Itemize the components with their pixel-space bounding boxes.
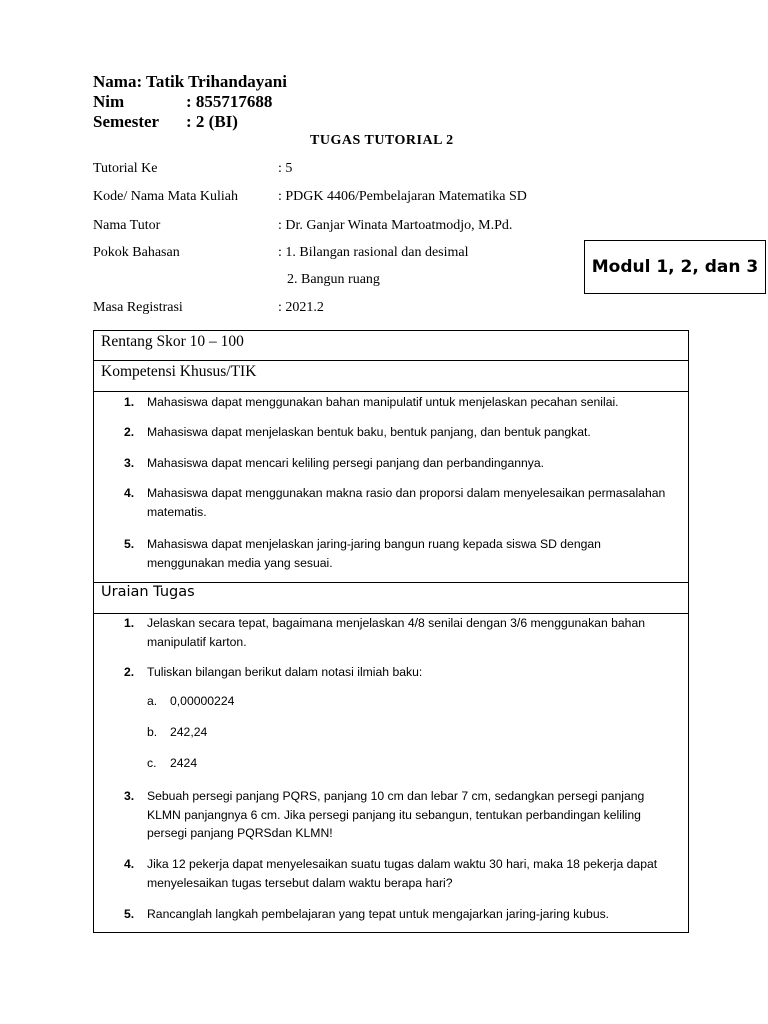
info-value-tutor: : Dr. Ganjar Winata Martoatmodjo, M.Pd.	[278, 218, 513, 233]
info-value-tutorial: : 5	[278, 161, 293, 176]
sub-item-letter: c.	[147, 756, 157, 770]
score-range: Rentang Skor 10 – 100	[101, 333, 244, 350]
item-number: 2.	[124, 665, 135, 679]
competency-item	[124, 484, 669, 521]
item-text: Mahasiswa dapat menjelaskan jaring-jaring bangun ruang kepada siswa SD dengan menggunakan media yang sesuai.	[147, 537, 601, 570]
semester-label: Semester	[93, 112, 160, 131]
info-label-topic: Pokok Bahasan	[93, 245, 180, 260]
nim-value: : 855717688	[186, 92, 273, 111]
modul-box-text: Modul 1, 2, dan 3	[591, 257, 759, 277]
item-number: 4.	[124, 486, 135, 500]
item-number: 1.	[124, 395, 135, 409]
table-divider	[94, 582, 688, 583]
task-item	[124, 787, 669, 843]
info-value-course: : PDGK 4406/Pembelajaran Matematika SD	[278, 189, 527, 204]
item-text: Mahasiswa dapat menjelaskan bentuk baku, bentuk panjang, dan bentuk pangkat.	[147, 425, 591, 439]
task-item	[124, 663, 669, 682]
item-number: 2.	[124, 425, 135, 439]
item-text: Sebuah persegi panjang PQRS, panjang 10 cm dan lebar 7 cm, sedangkan persegi panjang KLMN panjangnya 6 cm. Jika persegi panjang itu sebangun, tentukan perbandingan keliling persegi panjang PQRSdan KLMN!	[147, 789, 645, 840]
info-label-tutor: Nama Tutor	[93, 218, 161, 233]
semester-row	[93, 112, 393, 132]
item-number: 1.	[124, 616, 135, 630]
item-number: 5.	[124, 907, 135, 921]
item-text: Tuliskan bilangan berikut dalam notasi ilmiah baku:	[147, 665, 423, 679]
document-title: TUGAS TUTORIAL 2	[310, 133, 454, 148]
item-number: 3.	[124, 456, 135, 470]
item-text: Mahasiswa dapat menggunakan bahan manipulatif untuk menjelaskan pecahan senilai.	[147, 395, 619, 409]
task-heading: Uraian Tugas	[101, 584, 195, 600]
sub-item-letter: a.	[147, 694, 158, 708]
task-item	[124, 614, 669, 651]
nim-label: Nim	[93, 92, 125, 111]
sub-item-text: 242,24	[170, 725, 208, 739]
item-number: 4.	[124, 857, 135, 871]
item-text: Jika 12 pekerja dapat menyelesaikan suatu tugas dalam waktu 30 hari, maka 18 pekerja dapat menyelesaikan tugas tersebut dalam waktu berapa hari?	[147, 857, 658, 890]
item-text: Jelaskan secara tepat, bagaimana menjelaskan 4/8 senilai dengan 3/6 menggunakan bahan manipulatif karton.	[147, 616, 646, 649]
competency-item	[124, 423, 669, 442]
semester-value: : 2 (BI)	[186, 112, 238, 131]
info-value-topic-2: 2. Bangun ruang	[287, 272, 380, 287]
item-text: Rancanglah langkah pembelajaran yang tepat untuk mengajarkan jaring-jaring kubus.	[147, 907, 610, 921]
competency-item	[124, 454, 669, 473]
info-label-tutorial: Tutorial Ke	[93, 161, 158, 176]
competency-heading: Kompetensi Khusus/TIK	[101, 363, 257, 380]
item-number: 5.	[124, 537, 135, 551]
item-number: 3.	[124, 789, 135, 803]
student-name: Nama: Tatik Trihandayani	[93, 72, 287, 91]
sub-item-text: 0,00000224	[170, 694, 235, 708]
item-text: Mahasiswa dapat menggunakan makna rasio dan proporsi dalam menyelesaikan permasalahan matematis.	[147, 486, 666, 519]
competency-item	[124, 535, 669, 572]
task-item	[124, 855, 669, 892]
sub-item-text: 2424	[170, 756, 198, 770]
info-label-registration: Masa Registrasi	[93, 300, 183, 315]
table-divider	[94, 360, 688, 361]
info-label-course: Kode/ Nama Mata Kuliah	[93, 189, 239, 204]
competency-item	[124, 393, 669, 412]
task-table	[93, 330, 689, 933]
item-text: Mahasiswa dapat mencari keliling persegi panjang dan perbandingannya.	[147, 456, 545, 470]
info-value-topic-1: : 1. Bilangan rasional dan desimal	[278, 245, 469, 260]
sub-item-letter: b.	[147, 725, 158, 739]
task-item	[124, 905, 669, 924]
nim-row	[93, 92, 393, 112]
modul-box	[584, 240, 766, 294]
table-divider	[94, 391, 688, 392]
info-value-registration: : 2021.2	[278, 300, 324, 315]
